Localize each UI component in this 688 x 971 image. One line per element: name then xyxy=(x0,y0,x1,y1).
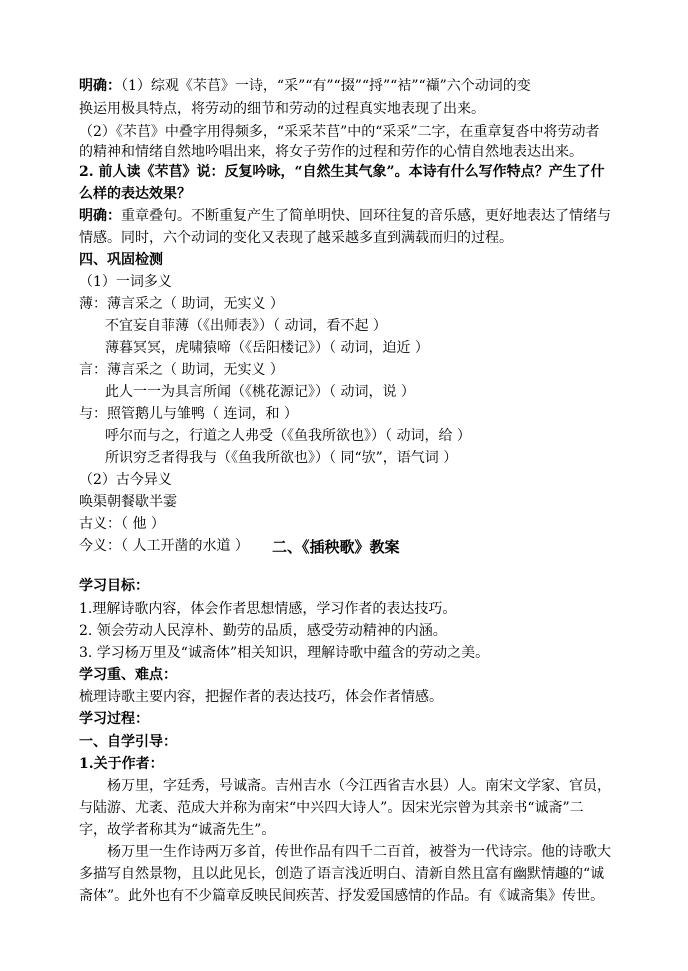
review-heading: 四、巩固检测 xyxy=(79,252,163,268)
review-sub1: （1）一词多义 xyxy=(79,274,172,290)
explain1-line2: 换运用极具特点，将劳动的细节和劳动的过程真实地表现了出来。 xyxy=(79,101,485,117)
author-p2-line2: 多描写自然景物，且以此见长，创造了语言浅近明白、清新自然且富有幽默情趣的“诚 xyxy=(79,866,605,882)
author-p1-line3: 字，故学者称其为“诚斋先生”。 xyxy=(79,822,276,838)
explain1-text: （1）综观《芣苢》一诗，“采”“有”“掇”“捋”“袺”“襭”六个动词的变 xyxy=(121,78,531,94)
goals-heading: 学习目标： xyxy=(79,578,149,594)
process-heading: 学习过程： xyxy=(79,711,149,727)
explain2-prefix: 明确： xyxy=(79,208,121,224)
yu-line1: 与：照管鹅儿与雏鸭（ 连词，和 ） xyxy=(79,406,298,422)
yu-line3: 所识穷乏者得我与（《鱼我所欲也》）（ 同“欤”，语气词 ） xyxy=(105,450,458,466)
part2-title: 二、《插秧歌》教案 xyxy=(272,538,400,556)
author-p1-line1: 杨万里，字廷秀，号诚斋。吉州吉水（今江西省吉水县）人。南宋文学家、官员， xyxy=(107,778,611,794)
review-sub2: （2）古今异义 xyxy=(79,472,172,488)
author-p1-line2: 与陆游、尤袤、范成大并称为南宋“中兴四大诗人”。因宋光宗曾为其亲书“诚斋”二 xyxy=(79,800,584,816)
explain2-line1 xyxy=(79,207,611,225)
question2-line2: 么样的表达效果？ xyxy=(79,186,191,202)
goals-item1: 1.理解诗歌内容，体会作者思想情感，学习作者的表达技巧。 xyxy=(79,601,457,617)
process-sub1: 一、自学引导： xyxy=(79,734,177,750)
yan-line1: 言：薄言采之（ 助词，无实义 ） xyxy=(79,362,284,378)
bo-line3: 薄暮冥冥，虎啸猿啼（《岳阳楼记》）（ 动词，迫近 ） xyxy=(105,340,429,356)
explain1-prefix: 明确： xyxy=(79,78,121,94)
author-p2-line1: 杨万里一生作诗两万多首，传世作品有四千二百首，被誉为一代诗宗。他的诗歌大 xyxy=(107,844,611,860)
bo-line2: 不宜妄自菲薄（《出师表》）（ 动词，看不起 ） xyxy=(105,318,387,334)
yan-line2: 此人一一为具言所闻（《桃花源记》）（ 动词，说 ） xyxy=(105,384,415,400)
bo-line1: 薄：薄言采之（ 助词，无实义 ） xyxy=(79,296,284,312)
explain2-line2: 情感。同时，六个动词的变化又表现了越采越多直到满载而归的过程。 xyxy=(79,230,513,246)
explain2-text: 重章叠句。不断重复产生了简单明快、回环往复的音乐感，更好地表达了情绪与 xyxy=(121,208,611,224)
author-p2-line3: 斋体”。此外也有不少篇章反映民间疾苦、抒发爱国感情的作品。有《诚斋集》传世。 xyxy=(79,888,605,904)
process-sub2: 1.关于作者： xyxy=(79,756,164,772)
yu-line2: 呼尔而与之，行道之人弗受（《鱼我所欲也》）（ 动词，给 ） xyxy=(105,428,471,444)
key-heading: 学习重、难点： xyxy=(79,667,177,683)
goals-item3: 3. 学习杨万里及“诚斋体”相关知识，理解诗歌中蕴含的劳动之美。 xyxy=(79,645,490,661)
gu-line: 古义：（ 他 ） xyxy=(79,516,165,532)
jin-line: 今义：（ 人工开凿的水道 ） xyxy=(79,538,249,554)
question2-line1: 2. 前人读《芣苢》说：反复吟咏，“自然生其气象”。本诗有什么写作特点？产生了什 xyxy=(79,164,605,180)
gujin-line: 唤渠朝餐歇半霎 xyxy=(79,494,177,510)
explain1-line1 xyxy=(79,77,531,95)
explain1-line4: 的精神和情绪自然地吟唱出来，将女子劳作的过程和劳作的心情自然地表达出来。 xyxy=(79,144,583,160)
key-text: 梳理诗歌主要内容，把握作者的表达技巧，体会作者情感。 xyxy=(79,689,443,705)
explain1-line3: （2）《芣苢》中叠字用得频多，“采采芣苢”中的“采采”二字，在重章复沓中将劳动者 xyxy=(79,124,600,140)
goals-item2: 2. 领会劳动人民淳朴、勤劳的品质，感受劳动精神的内涵。 xyxy=(79,623,447,639)
